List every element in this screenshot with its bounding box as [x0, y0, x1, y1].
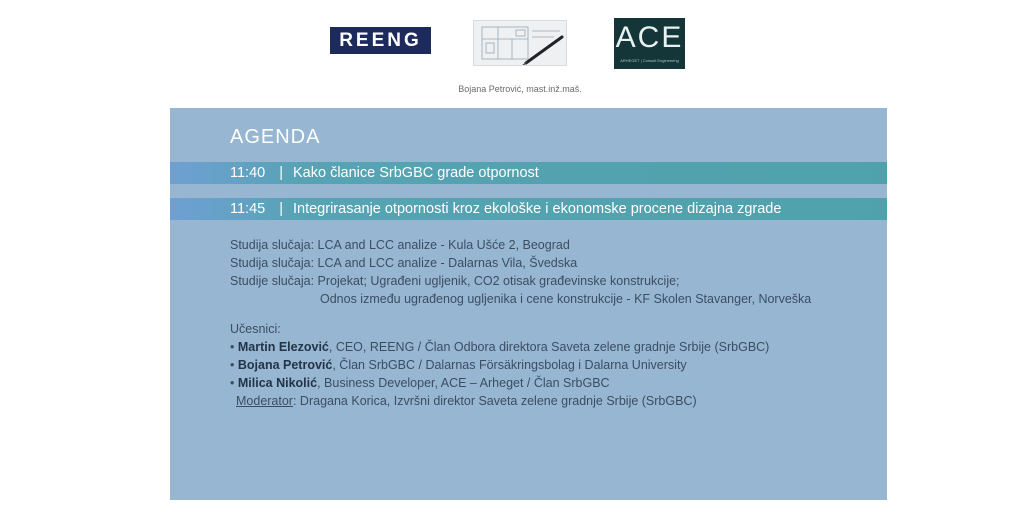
case-study-line: Studije slučaja: Projekat; Ugrađeni ugljenik, CO2 otisak građevinske konstrukcije;	[230, 274, 680, 288]
case-study-continuation: Odnos između ugrađenog ugljenika i cene konstrukcije - KF Skolen Stavanger, Norveška	[320, 292, 812, 306]
participant-name: Milica Nikolić	[237, 376, 318, 390]
agenda-slot	[170, 198, 887, 220]
participant-role: , Član SrbGBC / Dalarnas Försäkringsbolag i Dalarna University	[332, 358, 687, 372]
slot-separator: |	[279, 201, 283, 217]
slot-time: 11:45	[230, 201, 266, 217]
ace-logo-subtitle: ARHEGET | Consult Engineering	[620, 58, 679, 63]
case-study-line: Studija slučaja: LCA and LCC analize - Dalarnas Vila, Švedska	[230, 256, 578, 270]
reeng-logo: REENG	[330, 27, 431, 54]
moderator-line	[230, 392, 811, 410]
participant-item	[230, 338, 811, 356]
participant-role: , CEO, REENG / Član Odbora direktora Saveta zelene gradnje Srbije (SrbGBC)	[328, 340, 770, 354]
case-study-line: Studija slučaja: LCA and LCC analize - Kula Ušće 2, Beograd	[230, 238, 570, 252]
participant-item	[230, 374, 811, 392]
slot-title: Integrirasanje otpornosti kroz ekološke i ekonomske procene dizajna zgrade	[293, 201, 782, 217]
slot-title: Kako članice SrbGBC grade otpornost	[293, 165, 539, 181]
participants-heading: Učesnici:	[230, 322, 281, 336]
agenda-panel	[170, 108, 887, 500]
ace-logo	[614, 18, 685, 69]
moderator-detail: : Dragana Korica, Izvršni direktor Saveta zelene gradnje Srbije (SrbGBC)	[292, 394, 697, 408]
bullet: •	[230, 358, 235, 372]
blueprint-pen-icon	[474, 21, 567, 66]
ace-logo-word: ACE	[615, 21, 684, 54]
bullet: •	[230, 376, 235, 390]
slot-time: 11:40	[230, 165, 266, 181]
moderator-label: Moderator	[236, 394, 293, 408]
agenda-slot	[170, 162, 887, 184]
blueprint-logo	[473, 20, 567, 66]
participant-item	[230, 356, 811, 374]
participant-name: Martin Elezović	[237, 340, 329, 354]
agenda-details	[230, 236, 811, 410]
participant-role: , Business Developer, ACE – Arheget / Član SrbGBC	[317, 376, 610, 390]
bullet: •	[230, 340, 235, 354]
participant-name: Bojana Petrović	[237, 358, 333, 372]
slot-separator: |	[279, 165, 283, 181]
presenter-caption: Bojana Petrović, mast.inž.maš.	[458, 84, 582, 94]
agenda-title: AGENDA	[230, 126, 321, 148]
